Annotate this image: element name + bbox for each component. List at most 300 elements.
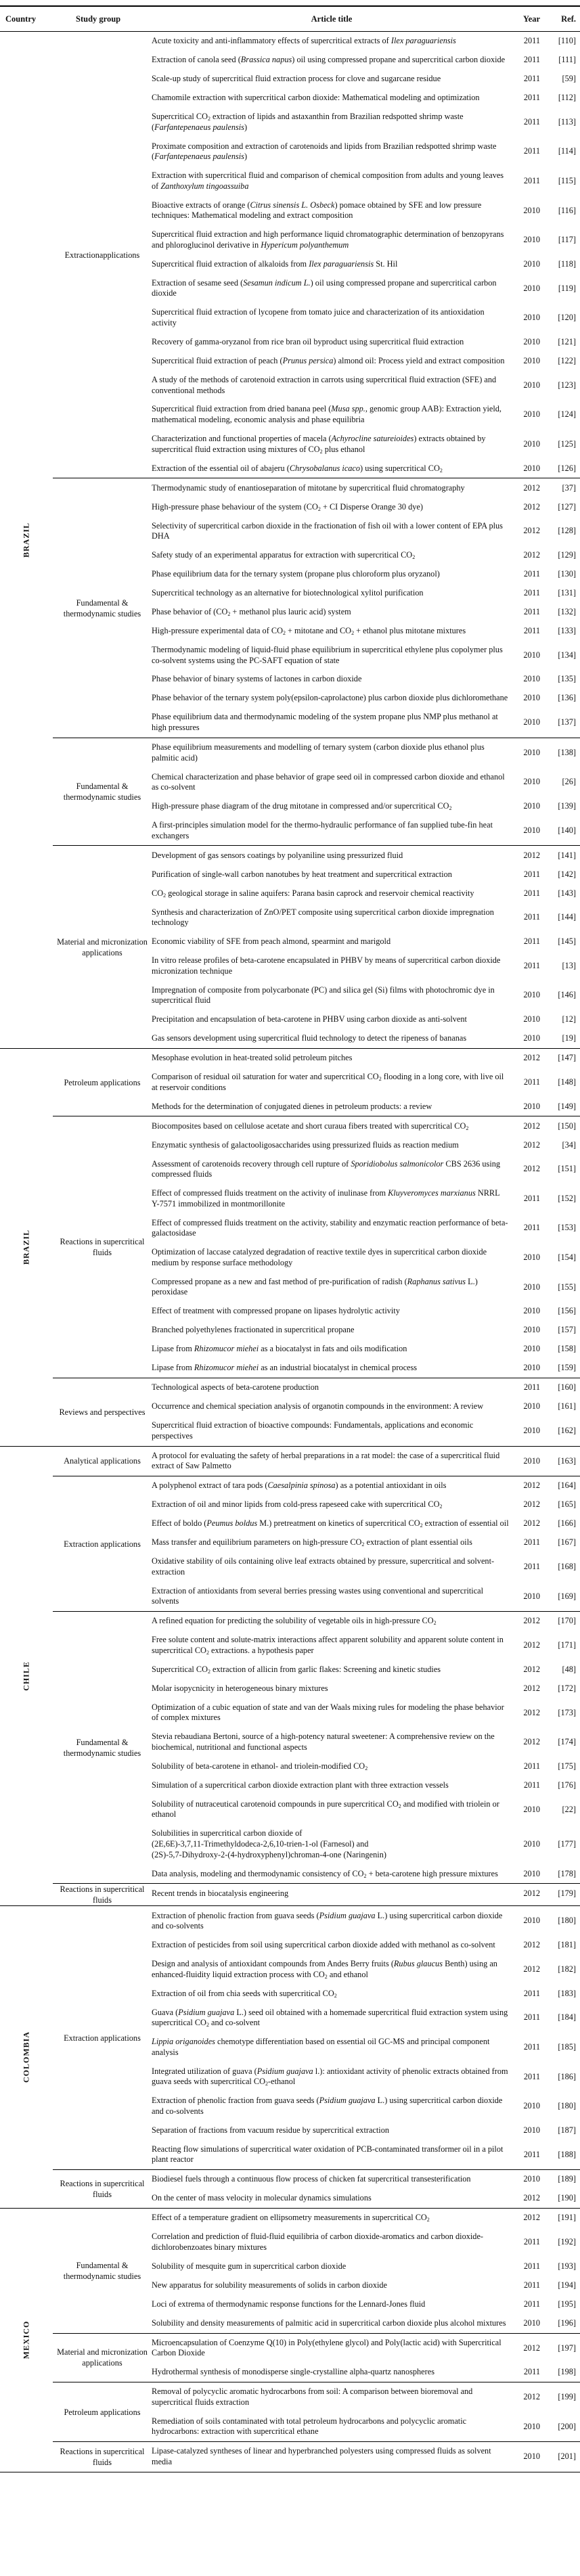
- article-ref: [188]: [558, 2149, 576, 2159]
- article-year: 2011: [523, 912, 540, 922]
- table-row: [152, 738, 580, 768]
- study-group-block: [53, 1378, 580, 1446]
- study-group-block: [53, 32, 580, 478]
- article-ref: [140]: [558, 825, 576, 835]
- study-groups: [53, 1906, 580, 2208]
- article-ref: [138]: [558, 747, 576, 757]
- article-ref: [137]: [558, 717, 576, 727]
- article-ref: [183]: [558, 1988, 576, 1998]
- table-row: [152, 196, 580, 226]
- article-ref: [169]: [558, 1591, 576, 1601]
- article-year: 2010: [523, 1282, 540, 1292]
- article-ref: [196]: [558, 2318, 576, 2328]
- article-title: Branched polyethylenes fractionated in supercritical propane: [152, 1325, 355, 1335]
- article-year: 2010: [523, 355, 540, 365]
- article-title: A first-principles simulation model for the thermo-hydraulic performance of fan supplied tube-fin heat exchangers: [152, 820, 493, 840]
- article-year: 2012: [523, 1139, 540, 1150]
- study-groups: [53, 1447, 580, 1906]
- country-cell: [0, 1447, 53, 1906]
- header-country: Country: [5, 14, 37, 24]
- table-row: [152, 846, 580, 865]
- table-header: [0, 5, 580, 32]
- article-ref: [131]: [558, 588, 576, 597]
- article-title: High-pressure phase behaviour of the system ($CO_2$ + CI Disperse Orange 30 dye): [152, 501, 423, 512]
- article-title: Microencapsulation of Coenzyme Q(10) in Poly(ethylene glycol) and Poly(lactic acid) with Supercritical Carbon Dioxide: [152, 2337, 501, 2358]
- article-year: 2010: [523, 2451, 540, 2462]
- table-row: [152, 478, 580, 497]
- study-group-label: Fundamental & thermodynamic studies: [63, 1737, 141, 1758]
- article-ref: [133]: [558, 625, 576, 635]
- article-ref: [13]: [562, 960, 576, 970]
- study-group-label: Petroleum applications: [64, 1077, 141, 1087]
- article-year: 2010: [523, 747, 540, 757]
- article-title: A study of the methods of carotenoid extraction in carrots using supercritical fluid extraction (SFE) and conventional methods: [152, 374, 497, 395]
- article-title: Proximate composition and extraction of carotenoids and lipids from Brazilian redspotted shrimp waste (Farfantepenaeus paulensis): [152, 141, 497, 162]
- article-ref: [187]: [558, 2125, 576, 2135]
- table-row: [152, 352, 580, 371]
- article-ref: [191]: [558, 2213, 576, 2223]
- article-ref: [158]: [558, 1344, 576, 1354]
- country-label: COLOMBIA: [21, 2031, 31, 2083]
- table-row: [152, 1533, 580, 1552]
- table-row: [152, 1097, 580, 1116]
- article-rows: [152, 1378, 580, 1446]
- article-year: 2011: [523, 2299, 540, 2309]
- table-row: [152, 1214, 580, 1244]
- article-ref: [120]: [558, 313, 576, 323]
- article-title: Chamomile extraction with supercritical carbon dioxide: Mathematical modeling and optimization: [152, 93, 480, 103]
- article-title: Extraction of pesticides from soil using supercritical carbon dioxide added with methanol as co-solvent: [152, 1940, 495, 1950]
- article-year: 2011: [523, 2280, 540, 2290]
- article-ref: [124]: [558, 409, 576, 420]
- article-year: 2011: [523, 116, 540, 127]
- article-year: 2010: [523, 2421, 540, 2431]
- article-ref: [150]: [558, 1121, 576, 1131]
- table-row: [152, 1936, 580, 1955]
- article-title: Molar isopycnicity in heterogeneous binary mixtures: [152, 1683, 328, 1693]
- article-year: 2011: [523, 2367, 540, 2377]
- article-year: 2010: [523, 1363, 540, 1373]
- article-ref: [119]: [558, 283, 576, 293]
- article-year: 2011: [523, 569, 540, 579]
- article-ref: [135]: [558, 674, 576, 684]
- article-title: Design and analysis of antioxidant compounds from Andes Berry fruits (Rubus glaucus Benth) using an enhanced-fluidity liquid extraction process with $CO_2$ and ethanol: [152, 1959, 497, 1980]
- study-group-label: Extraction applications: [64, 1539, 141, 1549]
- study-group-block: [53, 2382, 580, 2442]
- table-row: [152, 32, 580, 51]
- table-row: [152, 2228, 580, 2257]
- table-row: [152, 1378, 580, 1397]
- table-row: [152, 1049, 580, 1068]
- article-ref: [123]: [558, 380, 576, 390]
- article-ref: [197]: [558, 2343, 576, 2353]
- article-title: Lipase from Rhizomucor miehei as a biocatalyst in fats and oils modification: [152, 1344, 407, 1354]
- article-title: Phase behavior of ($CO_2$ + methanol plus lauric acid) system: [152, 606, 351, 617]
- table-row: [152, 767, 580, 797]
- literature-table: [0, 5, 580, 2472]
- study-group-block: [53, 1476, 580, 1612]
- article-title: Remediation of soils contaminated with total petroleum hydrocarbons and polycyclic aromatic hydrocarbons: extraction with supercritical ethane: [152, 2416, 467, 2437]
- article-ref: [160]: [558, 1382, 576, 1393]
- article-ref: [121]: [558, 336, 576, 346]
- article-title: Supercritical fluid extraction of peach (Prunus persica) almond oil: Process yield and extract composition: [152, 355, 505, 365]
- article-title: Purification of single-wall carbon nanotubes by heat treatment and supercritical extraction: [152, 869, 452, 879]
- article-title: Phase equilibrium measurements and modelling of ternary system (carbon dioxide plus ethanol plus palmitic acid): [152, 742, 485, 763]
- article-year: 2011: [523, 146, 540, 156]
- article-ref: [126]: [558, 463, 576, 473]
- article-title: Characterization and functional properties of macela (Achyrocline satureioides) extracts obtained by supercritical fluid extraction using mixtures of $CO_2$ plus ethanol: [152, 434, 486, 455]
- article-rows: [152, 1476, 580, 1611]
- table-row: [152, 2003, 580, 2033]
- article-title: Extraction of antioxidants from several berries pressing wastes using conventional and supercritical solvents: [152, 1585, 484, 1606]
- article-ref: [143]: [558, 888, 576, 898]
- article-title: Effect of compressed fluids treatment on the activity, stability and enzymatic reaction performance of beta-galactosidase: [152, 1217, 508, 1238]
- table-row: [152, 816, 580, 846]
- article-rows: [152, 478, 580, 737]
- article-title: Mesophase evolution in heat-treated solid petroleum pitches: [152, 1053, 353, 1063]
- article-year: 2010: [523, 1839, 540, 1849]
- article-ref: [177]: [558, 1839, 576, 1849]
- study-group-label: Fundamental & thermodynamic studies: [63, 2260, 141, 2281]
- study-group-block: [53, 2442, 580, 2472]
- article-year: 2010: [523, 1916, 540, 1926]
- article-rows: [152, 846, 580, 1048]
- article-year: 2012: [523, 1640, 540, 1650]
- article-rows: [152, 2170, 580, 2208]
- article-title: Recent trends in biocatalysis engineering: [152, 1888, 289, 1898]
- header-ref: Ref.: [561, 14, 576, 24]
- header-year: Year: [523, 14, 540, 24]
- country-cell: [0, 1906, 53, 2208]
- study-group-label: Reviews and perspectives: [59, 1407, 146, 1417]
- study-group-block: [53, 1447, 580, 1477]
- article-ref: [164]: [558, 1481, 576, 1491]
- article-year: 2012: [523, 526, 540, 536]
- article-year: 2012: [523, 1164, 540, 1174]
- table-row: [152, 1776, 580, 1795]
- article-year: 2010: [523, 1252, 540, 1263]
- article-year: 2012: [523, 501, 540, 512]
- article-year: 2010: [523, 825, 540, 835]
- article-year: 2011: [523, 1077, 540, 1087]
- article-title: Extraction of phenolic fraction from guava seeds (Psidium guajava L.) using supercritical carbon dioxide and co-solvents: [152, 1910, 503, 1931]
- article-title: Mass transfer and equilibrium parameters on high-pressure $CO_2$ extraction of plant essential oils: [152, 1537, 472, 1548]
- table-row: [152, 951, 580, 981]
- table-row: [152, 274, 580, 304]
- article-year: 2010: [523, 235, 540, 245]
- article-title: Phase behavior of binary systems of lactones in carbon dioxide: [152, 674, 362, 684]
- article-title: Methods for the determination of conjugated dienes in petroleum products: a review: [152, 1101, 432, 1111]
- country-cell: [0, 2209, 53, 2472]
- article-year: 2012: [523, 2392, 540, 2402]
- article-rows: [152, 1116, 580, 1378]
- article-rows: [152, 2382, 580, 2441]
- table-row: [152, 1679, 580, 1698]
- article-title: Solubility of beta-carotene in ethanol- and triolein-modified $CO_2$: [152, 1761, 368, 1771]
- article-title: Optimization of laccase catalyzed degradation of reactive textile dyes in supercritical carbon dioxide medium by response surface methodology: [152, 1247, 487, 1267]
- article-ref: [178]: [558, 1868, 576, 1878]
- article-title: A refined equation for predicting the solubility of vegetable oils in high-pressure $CO_2$: [152, 1616, 437, 1627]
- table-row: [152, 2314, 580, 2333]
- article-title: Lipase from Rhizomucor miehei as an industrial biocatalyst in chemical process: [152, 1363, 418, 1373]
- article-year: 2010: [523, 1591, 540, 1601]
- article-title: Reacting flow simulations of supercritical water oxidation of PCB-contaminated transformer oil in a pilot plant reactor: [152, 2144, 504, 2165]
- table-row: [152, 333, 580, 352]
- article-year: 2011: [523, 1193, 540, 1203]
- article-ref: [194]: [558, 2280, 576, 2290]
- table-row: [152, 689, 580, 708]
- article-title: Integrated utilization of guava (Psidium guajava l.): antioxidant activity of phenolic extracts obtained from guava seeds with supercritical $CO_2$-ethanol: [152, 2066, 508, 2087]
- article-rows: [152, 2209, 580, 2332]
- article-title: Enzymatic synthesis of galactooligosaccharides using pressurized fluids as reaction medium: [152, 1139, 459, 1150]
- article-ref: [200]: [558, 2421, 576, 2431]
- article-rows: [152, 1612, 580, 1883]
- article-year: 2011: [523, 869, 540, 879]
- article-year: 2012: [523, 1664, 540, 1674]
- article-year: 2010: [523, 1425, 540, 1435]
- table-row: [152, 1864, 580, 1883]
- article-ref: [184]: [558, 2012, 576, 2023]
- study-group-block: [53, 846, 580, 1048]
- article-ref: [185]: [558, 2041, 576, 2052]
- article-ref: [116]: [558, 205, 576, 215]
- table-row: [152, 1698, 580, 1728]
- article-title: Phase equilibrium data and thermodynamic modeling of the system propane plus NMP plus methanol at high pressures: [152, 712, 498, 732]
- article-ref: [170]: [558, 1616, 576, 1626]
- table-row: [152, 1631, 580, 1660]
- article-year: 2011: [523, 2149, 540, 2159]
- article-title: Chemical characterization and phase behavior of grape seed oil in compressed carbon dioxide and ethanol as co-solvent: [152, 771, 505, 792]
- article-ref: [139]: [558, 801, 576, 811]
- article-title: Impregnation of composite from polycarbonate (PC) and silica gel (Si) films with photochromic dye in supercritical fluid: [152, 985, 495, 1005]
- study-group-block: [53, 478, 580, 738]
- article-year: 2010: [523, 313, 540, 323]
- article-title: A polyphenol extract of tara pods (Caesalpinia spinosa) as a potential antioxidant in oils: [152, 1481, 447, 1491]
- article-year: 2011: [523, 2041, 540, 2052]
- table-row: [152, 1397, 580, 1416]
- country-block: [0, 1906, 580, 2209]
- article-ref: [130]: [558, 569, 576, 579]
- table-row: [152, 1184, 580, 1214]
- article-year: 2010: [523, 438, 540, 449]
- article-year: 2010: [523, 2101, 540, 2111]
- table-row: [152, 2412, 580, 2442]
- table-row: [152, 2121, 580, 2140]
- table-row: [152, 497, 580, 516]
- article-ref: [156]: [558, 1306, 576, 1316]
- article-ref: [136]: [558, 693, 576, 703]
- study-groups: [53, 32, 580, 1048]
- article-ref: [127]: [558, 501, 576, 512]
- article-ref: [145]: [558, 936, 576, 947]
- article-rows: [152, 1906, 580, 2169]
- article-ref: [173]: [558, 1707, 576, 1717]
- table-row: [152, 2170, 580, 2189]
- article-year: 2010: [523, 693, 540, 703]
- article-title: Thermodynamic modeling of liquid-fluid phase equilibrium in supercritical ethylene plus copolymer plus co-solvent systems using the PC-SAFT equation of state: [152, 644, 503, 665]
- article-year: 2011: [523, 2071, 540, 2081]
- table-row: [152, 670, 580, 689]
- article-ref: [112]: [558, 93, 576, 103]
- article-rows: [152, 1884, 580, 1905]
- table-row: [152, 1552, 580, 1582]
- study-group-label: Analytical applications: [64, 1456, 141, 1466]
- table-body: [0, 32, 580, 2472]
- study-group-label: Petroleum applications: [64, 2407, 141, 2417]
- article-title: Loci of extrema of thermodynamic response functions for the Lennard-Jones fluid: [152, 2299, 426, 2309]
- article-title: Supercritical fluid extraction of bioactive compounds: Fundamentals, applications and economic perspectives: [152, 1420, 474, 1441]
- article-year: 2010: [523, 1344, 540, 1354]
- study-group-block: [53, 1906, 580, 2170]
- table-row: [152, 1154, 580, 1184]
- article-title: Occurrence and chemical speciation analysis of organotin compounds in the environment: A review: [152, 1401, 484, 1411]
- article-year: 2011: [523, 1988, 540, 1998]
- article-ref: [141]: [558, 850, 576, 860]
- article-year: 2011: [523, 175, 540, 185]
- table-row: [152, 1824, 580, 1864]
- article-title: Supercritical $CO_2$ extraction of allicin from garlic flakes: Screening and kinetic studies: [152, 1664, 441, 1675]
- article-title: Biodiesel fuels through a continuous flow process of chicken fat supercritical transesterification: [152, 2174, 471, 2184]
- article-ref: [128]: [558, 526, 576, 536]
- article-title: Separation of fractions from vacuum residue by supercritical extraction: [152, 2125, 390, 2135]
- article-year: 2010: [523, 650, 540, 660]
- article-year: 2012: [523, 850, 540, 860]
- article-year: 2012: [523, 2193, 540, 2203]
- article-title: Supercritical technology as an alternative for biotechnological xylitol purification: [152, 588, 424, 597]
- table-row: [152, 89, 580, 108]
- article-title: Extraction of oil and minor lipids from cold-press rapeseed cake with supercritical $CO_2$: [152, 1499, 443, 1510]
- article-ref: [172]: [558, 1683, 576, 1693]
- article-title: Compressed propane as a new and fast method of pre-purification of radish (Raphanus sativus L.) peroxidase: [152, 1276, 478, 1297]
- table-row: [152, 2033, 580, 2062]
- table-row: [152, 1906, 580, 1936]
- table-row: [152, 459, 580, 478]
- article-title: Supercritical $CO_2$ extraction of lipids and astaxanthin from Brazilian redspotted shrimp waste (Farfantepenaeus paulensis): [152, 112, 464, 132]
- article-title: Effect of compressed fluids treatment on the activity of inulinase from Kluyveromyces marxianus NRRL Y-7571 immobilized in montmorillonite: [152, 1188, 500, 1208]
- article-ref: [193]: [558, 2261, 576, 2271]
- article-title: In vitro release profiles of beta-carotene encapsulated in PHBV by means of supercritical carbon dioxide micronization technique: [152, 955, 501, 976]
- article-title: Assessment of carotenoids recovery through cell rupture of Sporidiobolus salmonicolor CBS 2636 using compressed fluids: [152, 1158, 501, 1179]
- table-row: [152, 51, 580, 70]
- article-year: 2012: [523, 1888, 540, 1898]
- article-title: Gas sensors development using supercritical fluid technology to detect the ripeness of bananas: [152, 1033, 467, 1043]
- table-row: [152, 2062, 580, 2092]
- article-ref: [117]: [558, 235, 576, 245]
- article-title: Guava (Psidium guajava L.) seed oil obtained with a homemade supercritical fluid extraction system using supercritical $CO_2$ and co-solvent: [152, 2007, 508, 2029]
- article-year: 2011: [523, 960, 540, 970]
- article-ref: [167]: [558, 1537, 576, 1547]
- article-year: 2012: [523, 482, 540, 493]
- article-title: Extraction with supercritical fluid and comparison of chemical composition from adults and young leaves of Zanthoxylum tingoassuiba: [152, 171, 504, 191]
- article-ref: [195]: [558, 2299, 576, 2309]
- article-title: Supercritical fluid extraction from dried banana peel (Musa spp., genomic group AAB): Extraction yield, mathematical modeling, economic analysis and phase equilibria: [152, 404, 502, 425]
- header-study-group: Study group: [76, 14, 121, 24]
- study-group-label: Reactions in supercritical fluids: [60, 2179, 145, 2200]
- article-year: 2010: [523, 2318, 540, 2328]
- table-row: [152, 641, 580, 671]
- article-title: Data analysis, modeling and thermodynamic consistency of $CO_2$ + beta-carotene high pressure mixtures: [152, 1868, 498, 1879]
- article-ref: [134]: [558, 650, 576, 660]
- article-year: 2010: [523, 777, 540, 787]
- table-row: [152, 2189, 580, 2208]
- article-year: 2012: [523, 1737, 540, 1747]
- article-ref: [147]: [558, 1053, 576, 1063]
- article-title: Development of gas sensors coatings by polyaniline using pressurized fluid: [152, 850, 403, 860]
- article-title: $CO_2$ geological storage in saline aquifers: Parana basin caprock and reservoir chemical reactivity: [152, 888, 474, 899]
- article-ref: [110]: [558, 36, 576, 46]
- table-row: [152, 303, 580, 333]
- article-year: 2011: [523, 1223, 540, 1233]
- study-group-block: [53, 1612, 580, 1884]
- article-year: 2010: [523, 1804, 540, 1814]
- article-ref: [186]: [558, 2071, 576, 2081]
- article-ref: [182]: [558, 1964, 576, 1974]
- article-year: 2011: [523, 625, 540, 635]
- article-title: Solubility of mesquite gum in supercritical carbon dioxide: [152, 2261, 347, 2271]
- article-year: 2010: [523, 409, 540, 420]
- table-row: [152, 1359, 580, 1378]
- article-title: Acute toxicity and anti-inflammatory effects of supercritical extracts of Ilex paraguariensis: [152, 36, 456, 46]
- study-group-label: Reactions in supercritical fluids: [60, 1884, 145, 1905]
- article-year: 2011: [523, 1537, 540, 1547]
- article-title: Correlation and prediction of fluid-fluid equilibria of carbon dioxide-aromatics and carbon dioxide-dichlorobenzoates binary mixtures: [152, 2232, 484, 2252]
- article-ref: [165]: [558, 1499, 576, 1510]
- table-row: [152, 1340, 580, 1359]
- table-row: [152, 932, 580, 951]
- article-title: Effect of treatment with compressed propane on lipases hydrolytic activity: [152, 1306, 400, 1316]
- table-row: [152, 565, 580, 584]
- study-group-label: Reactions in supercritical fluids: [60, 2446, 145, 2467]
- table-row: [152, 1135, 580, 1154]
- article-title: Extraction of the essential oil of abajeru (Chrysobalanus icaco) using supercritical $CO_2$: [152, 463, 443, 474]
- table-row: [152, 903, 580, 932]
- article-year: 2010: [523, 2174, 540, 2184]
- table-row: [152, 1727, 580, 1757]
- table-row: [152, 1029, 580, 1048]
- article-ref: [129]: [558, 550, 576, 560]
- study-group-label: Reactions in supercritical fluids: [60, 1237, 145, 1258]
- table-row: [152, 1416, 580, 1446]
- article-ref: [190]: [558, 2193, 576, 2203]
- table-row: [152, 1447, 580, 1476]
- table-row: [152, 1884, 580, 1903]
- article-year: 2011: [523, 74, 540, 84]
- article-year: 2010: [523, 1325, 540, 1335]
- article-ref: [192]: [558, 2237, 576, 2247]
- article-year: 2012: [523, 2213, 540, 2223]
- article-year: 2012: [523, 1518, 540, 1529]
- article-ref: [174]: [558, 1737, 576, 1747]
- article-ref: [115]: [558, 175, 576, 185]
- table-row: [152, 546, 580, 565]
- article-ref: [132]: [558, 606, 576, 616]
- article-year: 2011: [523, 888, 540, 898]
- table-row: [152, 108, 580, 137]
- study-group-block: [53, 2209, 580, 2333]
- table-row: [152, 1010, 580, 1029]
- article-year: 2011: [523, 1382, 540, 1393]
- table-row: [152, 980, 580, 1010]
- article-rows: [152, 738, 580, 846]
- article-ref: [142]: [558, 869, 576, 879]
- article-year: 2010: [523, 1101, 540, 1111]
- article-title: Phase behavior of the ternary system poly(epsilon-caprolactone) plus carbon dioxide plus dichloromethane: [152, 693, 508, 703]
- study-group-block: [53, 1884, 580, 1905]
- article-ref: [175]: [558, 1761, 576, 1771]
- article-ref: [180]: [558, 1916, 576, 1926]
- article-ref: [155]: [558, 1282, 576, 1292]
- country-cell: [0, 32, 53, 1048]
